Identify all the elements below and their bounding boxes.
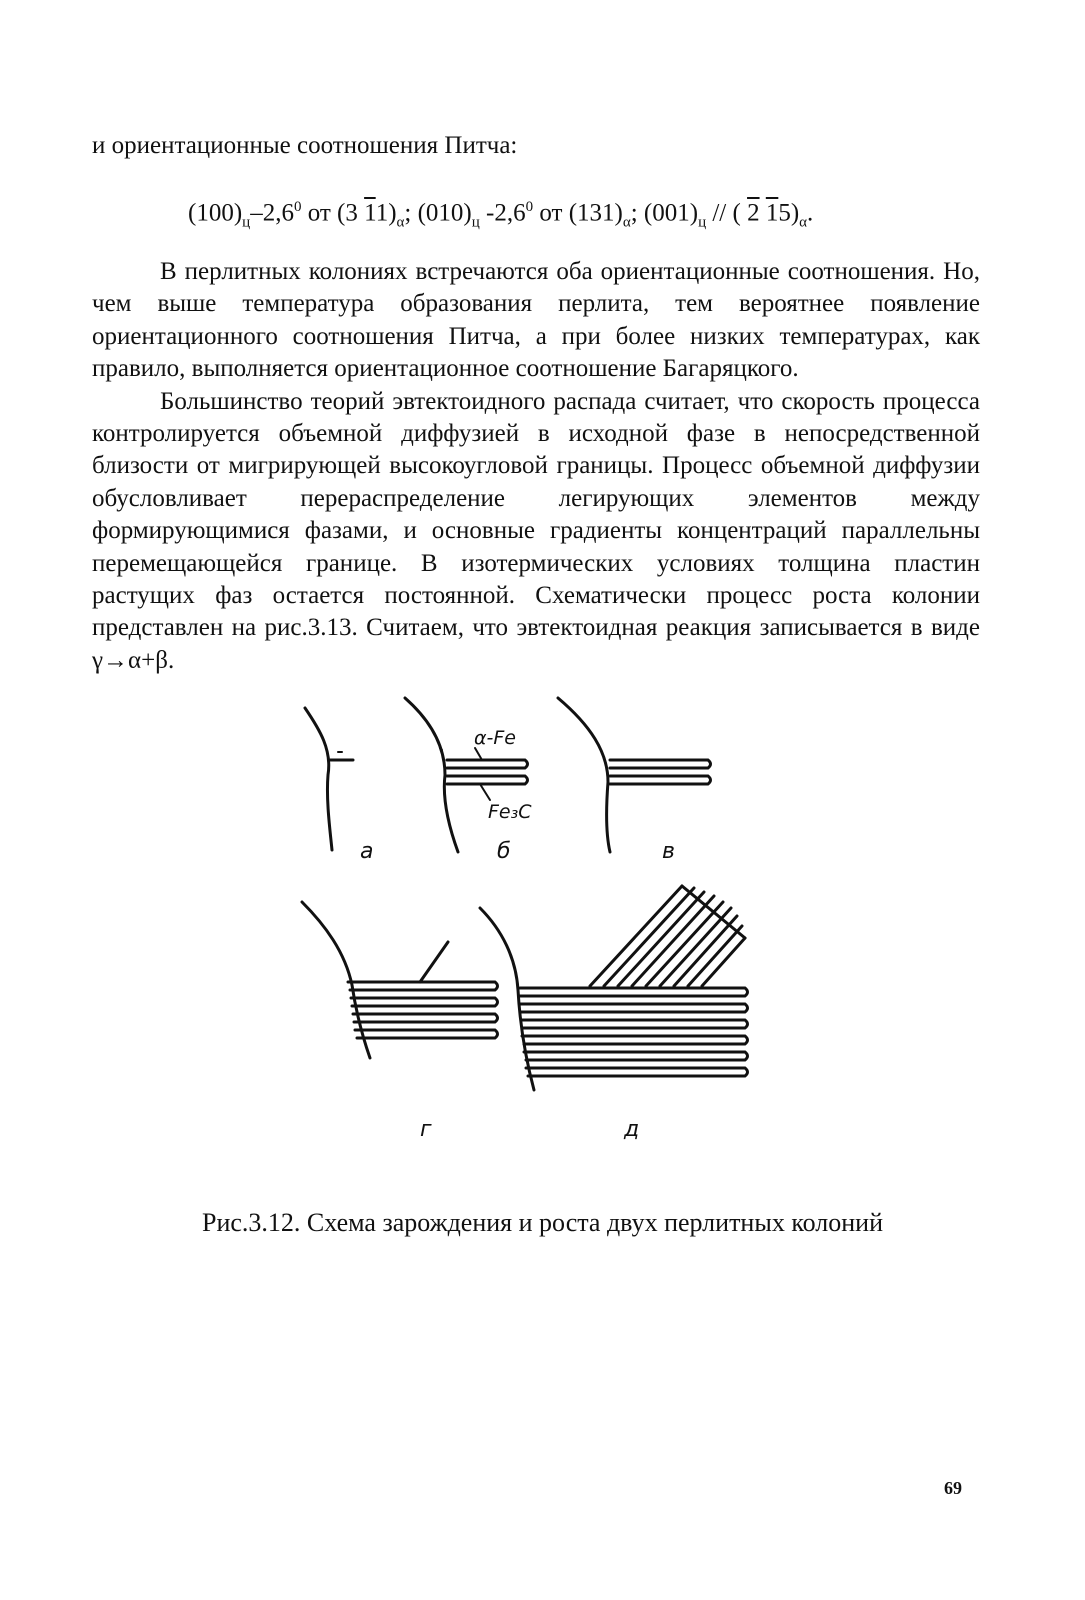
panel-label-v: в bbox=[662, 839, 675, 864]
intro-line: и ориентационные соотношения Питча: bbox=[92, 132, 518, 159]
label-alpha-fe: α-Fe bbox=[474, 727, 516, 749]
figure-caption: Рис.3.12. Схема зарождения и роста двух перлитных колоний bbox=[201, 1208, 883, 1237]
panel-label-a: а bbox=[360, 839, 374, 864]
figure-pearlite-colonies bbox=[290, 690, 790, 1160]
panel-d-horizontal-lamellae bbox=[520, 988, 748, 1076]
panel-a-drawing bbox=[305, 708, 353, 850]
panel-g-lamellae bbox=[348, 982, 498, 1038]
orientation-formula: $(100)_ц-2,6^0$ от (3 $11)_\alpha$; $(010)_ц$ $-2,6^0$ от $(131)_\alpha$; $(001)_ц$ // ( 2 $15)_\alpha$. bbox=[188, 199, 814, 231]
paragraph: Большинство теорий эвтектоидного распада считает, что скорость процесса контролируется объемной диффузией в исходной фазе в непосредственной близости от мигрирующей высокоугловой границы. Процесс объемной диффузии обусловливает перераспределение легирующих элементов между формирующимися фазами, и основные градиенты концентраций параллельны перемещающейся границе. В изотермических условиях толщина пластин растущих фаз остается постоянной. Схематически процесс роста колонии представлен на рис.3.13. Считаем, что эвтектоидная реакция записывается в виде γ→α+β. bbox=[92, 387, 980, 674]
panel-d-inclined-lamellae bbox=[590, 886, 745, 986]
label-fe3c: Fe₃C bbox=[488, 801, 532, 823]
page-number: 69 bbox=[944, 1478, 962, 1498]
pearlite-schematic bbox=[290, 690, 790, 1160]
panel-b-drawing bbox=[405, 698, 528, 852]
panel-label-g: г bbox=[420, 1117, 432, 1142]
panel-label-b: б bbox=[497, 839, 511, 864]
panel-label-d: д bbox=[624, 1117, 640, 1142]
paragraph: В перлитных колониях встречаются оба ориентационные соотношения. Но, чем выше температура образования перлита, тем вероятнее появление ориентационного соотношения Питча, а при более низких температурах, как правило, выполняется ориентационное соотношение Багаряцкого. bbox=[92, 258, 980, 383]
panel-v-drawing bbox=[558, 698, 711, 852]
panel-g-drawing bbox=[302, 902, 498, 1058]
panel-d-drawing bbox=[480, 886, 748, 1090]
body-text bbox=[92, 256, 980, 677]
